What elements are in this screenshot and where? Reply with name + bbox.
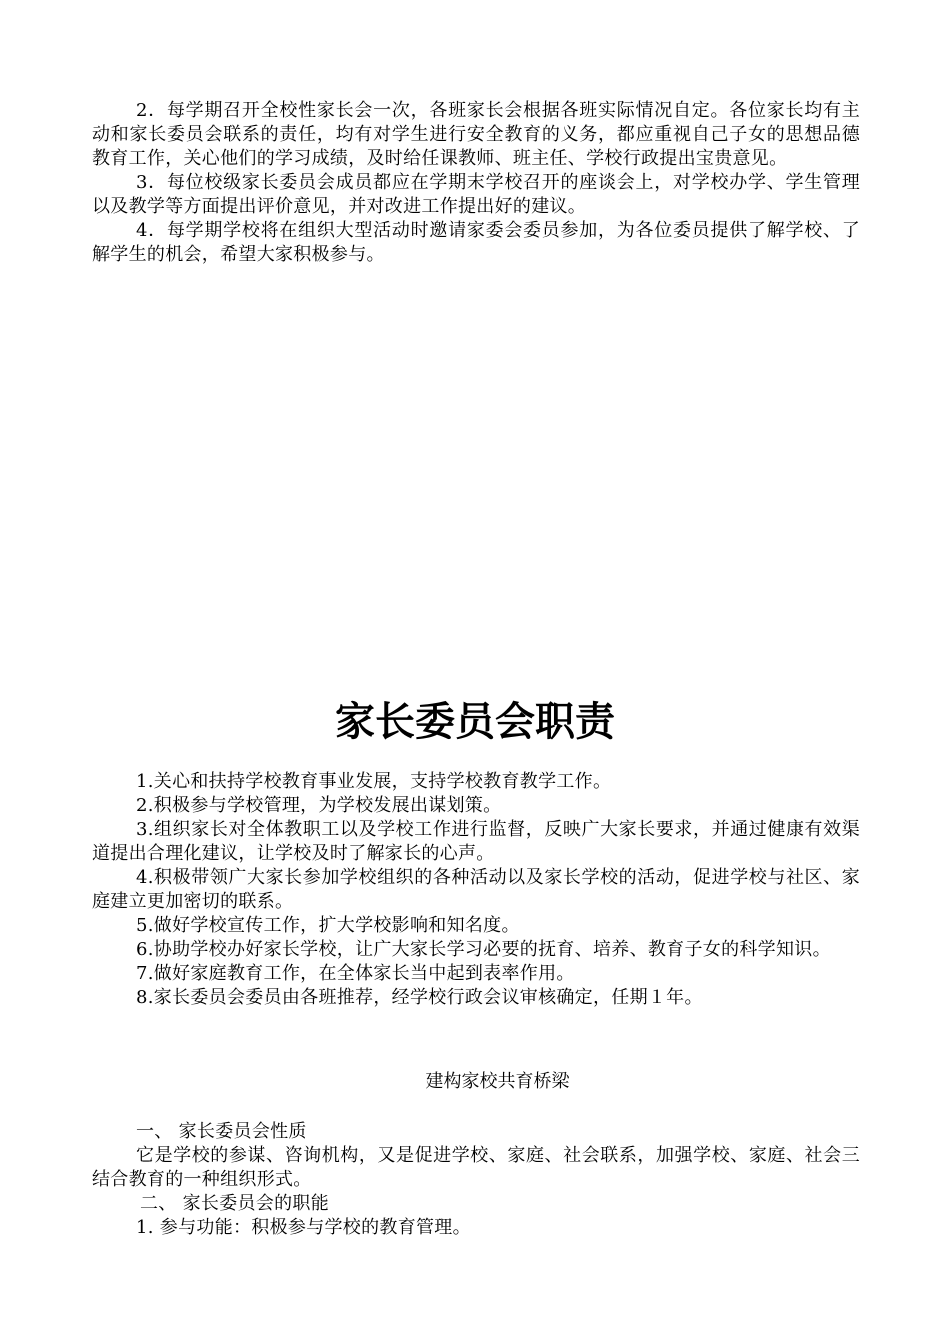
function-item-1: 1. 参与功能：积极参与学校的教育管理。 xyxy=(136,1217,471,1238)
functions-heading: 二、 家长委员会的职能 xyxy=(140,1193,330,1214)
meeting-rules-section xyxy=(92,99,860,267)
bridge-subtitle: 建构家校共育桥梁 xyxy=(425,1071,570,1092)
duty-item-8: 8.家长委员会委员由各班推荐，经学校行政会议审核确定，任期１年。 xyxy=(136,987,703,1008)
nature-text: 它是学校的参谋、咨询机构，又是促进学校、家庭、社会联系，加强学校、家庭、社会三结合教育的一种组织形式。 xyxy=(92,1145,860,1190)
duty-item-1: 1.关心和扶持学校教育事业发展，支持学校教育教学工作。 xyxy=(136,771,612,792)
rule-paragraph-2: 2．每学期召开全校性家长会一次，各班家长会根据各班实际情况自定。各位家长均有主动和家长委员会联系的责任，均有对学生进行安全教育的义务，都应重视自己子女的思想品德教育工作，关心他们的学习成绩，及时给任课教师、班主任、学校行政提出宝贵意见。 xyxy=(92,100,860,169)
duties-list xyxy=(92,770,860,1010)
duties-title: 家长委员会职责 xyxy=(335,699,615,745)
rule-paragraph-4: 4．每学期学校将在组织大型活动时邀请家委会委员参加，为各位委员提供了解学校、了解学生的机会，希望大家积极参与。 xyxy=(92,220,860,265)
duty-item-7: 7.做好家庭教育工作，在全体家长当中起到表率作用。 xyxy=(136,963,575,984)
duty-item-6: 6.协助学校办好家长学校，让广大家长学习必要的抚育、培养、教育子女的科学知识。 xyxy=(136,939,831,960)
duty-item-2: 2.积极参与学校管理，为学校发展出谋划策。 xyxy=(136,795,502,816)
duty-item-3: 3.组织家长对全体教职工以及学校工作进行监督，反映广大家长要求，并通过健康有效渠道提出合理化建议，让学校及时了解家长的心声。 xyxy=(92,819,860,864)
committee-nature-section xyxy=(92,1120,860,1240)
nature-heading: 一、 家长委员会性质 xyxy=(136,1121,307,1142)
duty-item-5: 5.做好学校宣传工作，扩大学校影响和知名度。 xyxy=(136,915,520,936)
duty-item-4: 4.积极带领广大家长参加学校组织的各种活动以及家长学校的活动，促进学校与社区、家庭建立更加密切的联系。 xyxy=(92,867,860,912)
rule-paragraph-3: 3．每位校级家长委员会成员都应在学期末学校召开的座谈会上，对学校办学、学生管理以及教学等方面提出评价意见，并对改进工作提出好的建议。 xyxy=(92,172,860,217)
